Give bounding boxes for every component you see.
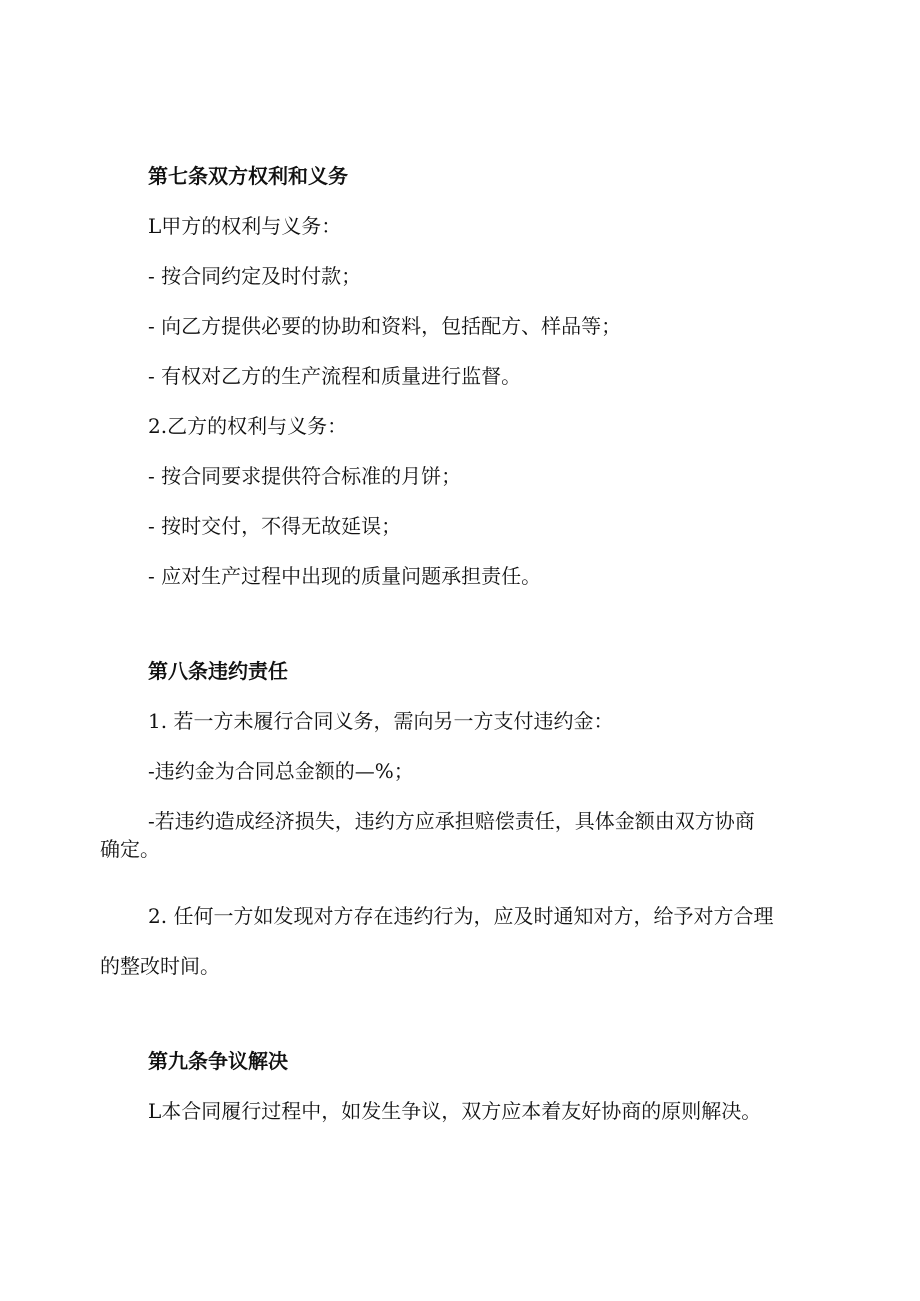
party-b-item-1: - 按合同要求提供符合标准的月饼； [148,464,462,488]
dispute-item-1: L本合同履行过程中，如发生争议，双方应本着友好协商的原则解决。 [148,1099,762,1123]
party-b-title: 2.乙方的权利与义务： [148,414,348,438]
party-a-item-3: - 有权对乙方的生产流程和质量进行监督。 [148,364,522,388]
breach-sub-1: -违约金为合同总金额的—%； [148,759,414,783]
breach-item-1: 1. 若一方未履行合同义务，需向另一方支付违约金： [148,709,614,733]
breach-sub-2-line-2: 确定。 [100,837,160,861]
article-9-heading: 第九条争议解决 [148,1049,288,1073]
party-a-item-2: - 向乙方提供必要的协助和资料，包括配方、样品等； [148,314,622,338]
breach-item-2-line-2: 的整改时间。 [100,954,220,978]
breach-item-2-line-1: 2. 任何一方如发现对方存在违约行为，应及时通知对方，给予对方合理 [148,904,774,928]
article-7-heading: 第七条双方权利和义务 [148,164,348,188]
article-8-heading: 第八条违约责任 [148,659,288,683]
breach-sub-2-line-1: -若违约造成经济损失，违约方应承担赔偿责任，具体金额由双方协商 [148,809,755,833]
party-b-item-2: - 按时交付，不得无故延误； [148,514,402,538]
party-a-title: L甲方的权利与义务： [148,214,342,238]
party-a-item-1: - 按合同约定及时付款； [148,264,362,288]
party-b-item-3: - 应对生产过程中出现的质量问题承担责任。 [148,564,542,588]
